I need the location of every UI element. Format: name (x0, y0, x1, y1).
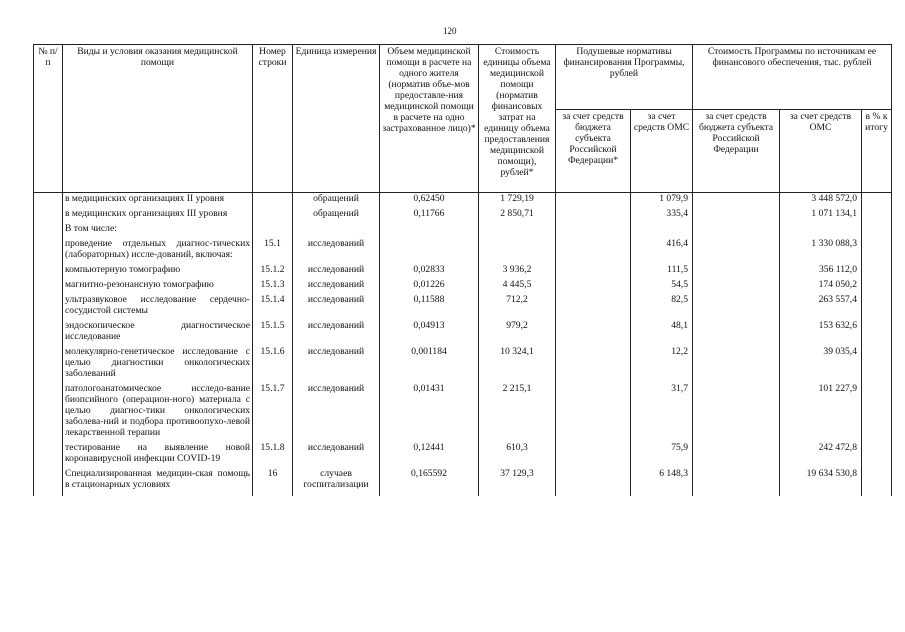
header-percap-oms: за счет средств ОМС (631, 110, 693, 193)
cell-unit: исследований (293, 320, 380, 346)
cell-percap-budget (556, 208, 631, 223)
cell-cost: 4 445,5 (479, 279, 556, 294)
cell-unit: случаев госпитализации (293, 468, 380, 496)
cell-volume: 0,01226 (380, 279, 479, 294)
cell-percap-oms: 31,7 (631, 383, 693, 442)
table-row (34, 208, 892, 223)
cell-desc: В том числе: (63, 223, 253, 238)
cell-percap-oms: 1 079,9 (631, 193, 693, 209)
cell-prog-oms: 1 330 088,3 (780, 238, 862, 264)
cell-cost: 979,2 (479, 320, 556, 346)
cell-unit: исследований (293, 442, 380, 468)
cell-percap-budget (556, 238, 631, 264)
cell-prog-pct (862, 320, 892, 346)
cell-volume: 0,01431 (380, 383, 479, 442)
cell-prog-oms: 242 472,8 (780, 442, 862, 468)
cell-percap-oms: 111,5 (631, 264, 693, 279)
cell-volume (380, 223, 479, 238)
table-row (34, 320, 892, 346)
cell-prog-pct (862, 383, 892, 442)
cell-num (34, 264, 63, 279)
cell-cost: 3 936,2 (479, 264, 556, 279)
cell-percap-budget (556, 193, 631, 209)
cell-volume (380, 238, 479, 264)
cell-unit: исследований (293, 279, 380, 294)
cell-percap-budget (556, 294, 631, 320)
cell-desc: проведение отдельных диагнос-тических (лабораторных) иссле-дований, включая: (63, 238, 253, 264)
cell-percap-budget (556, 468, 631, 496)
cell-code: 15.1.8 (253, 442, 293, 468)
cell-cost: 37 129,3 (479, 468, 556, 496)
cell-prog-budget (693, 442, 780, 468)
table-row (34, 264, 892, 279)
cell-percap-budget (556, 383, 631, 442)
cell-volume: 0,001184 (380, 346, 479, 383)
cell-percap-budget (556, 264, 631, 279)
cell-cost: 610,3 (479, 442, 556, 468)
cell-num (34, 193, 63, 209)
cell-prog-budget (693, 238, 780, 264)
cell-code: 15.1.3 (253, 279, 293, 294)
header-prog-oms: за счет средств ОМС (780, 110, 862, 193)
cell-desc: патологоанатомическое исследо-вание биопсийного (операцион-ного) материала с целью диагнос-тики онкологических заболева-ний и подбора противоопухо-левой лекарственной терапии (63, 383, 253, 442)
cell-desc: компьютерную томографию (63, 264, 253, 279)
cell-prog-oms: 39 035,4 (780, 346, 862, 383)
cell-prog-pct (862, 279, 892, 294)
cell-cost: 1 729,19 (479, 193, 556, 209)
cell-prog-oms: 263 557,4 (780, 294, 862, 320)
cell-volume: 0,11766 (380, 208, 479, 223)
cell-num (34, 223, 63, 238)
cell-prog-pct (862, 468, 892, 496)
cell-desc: Специализированная медицин-ская помощь в стационарных условиях (63, 468, 253, 496)
cell-percap-oms: 12,2 (631, 346, 693, 383)
cell-prog-budget (693, 279, 780, 294)
cell-percap-budget (556, 346, 631, 383)
cell-num (34, 442, 63, 468)
cell-num (34, 346, 63, 383)
header-percap-group: Подушевые нормативы финансирования Программы, рублей (556, 45, 693, 110)
cell-prog-budget (693, 468, 780, 496)
header-volume: Объем медицинской помощи в расчете на одного жителя (норматив объе-мов предоставле-ния медицинской помощи в расчете на одно застрахованное лицо)* (380, 45, 479, 193)
cell-prog-oms: 153 632,6 (780, 320, 862, 346)
cell-prog-oms: 101 227,9 (780, 383, 862, 442)
cell-prog-budget (693, 264, 780, 279)
cell-prog-pct (862, 238, 892, 264)
header-prog-budget: за счет средств бюджета субъекта Российской Федерации (693, 110, 780, 193)
cell-volume: 0,11588 (380, 294, 479, 320)
cell-cost: 10 324,1 (479, 346, 556, 383)
cell-cost: 712,2 (479, 294, 556, 320)
cell-prog-oms (780, 223, 862, 238)
cell-prog-oms: 19 634 530,8 (780, 468, 862, 496)
cell-num (34, 294, 63, 320)
header-row-no: Номер строки (253, 45, 293, 193)
cell-code: 15.1.2 (253, 264, 293, 279)
header-unit: Единица измерения (293, 45, 380, 193)
cell-unit: исследований (293, 264, 380, 279)
cell-prog-budget (693, 346, 780, 383)
cell-desc: эндоскопическое диагностическое исследование (63, 320, 253, 346)
cell-prog-pct (862, 208, 892, 223)
cell-prog-oms: 356 112,0 (780, 264, 862, 279)
cell-desc: магнитно-резонансную томографию (63, 279, 253, 294)
cell-volume: 0,12441 (380, 442, 479, 468)
cell-percap-budget (556, 279, 631, 294)
cell-prog-pct (862, 264, 892, 279)
cell-percap-budget (556, 223, 631, 238)
cell-prog-pct (862, 223, 892, 238)
cell-prog-budget (693, 383, 780, 442)
table-row (34, 279, 892, 294)
cell-prog-pct (862, 442, 892, 468)
cell-code: 15.1.5 (253, 320, 293, 346)
cell-percap-oms: 54,5 (631, 279, 693, 294)
table-row (34, 193, 892, 209)
cell-num (34, 279, 63, 294)
table-row (34, 346, 892, 383)
cell-desc: в медицинских организациях II уровня (63, 193, 253, 209)
cell-prog-budget (693, 294, 780, 320)
table-row (34, 223, 892, 238)
cell-percap-oms: 75,9 (631, 442, 693, 468)
cell-prog-oms: 174 050,2 (780, 279, 862, 294)
table-row (34, 442, 892, 468)
cell-cost: 2 850,71 (479, 208, 556, 223)
cell-desc: тестирование на выявление новой коронавирусной инфекции COVID-19 (63, 442, 253, 468)
header-program-group: Стоимость Программы по источникам ее финансового обеспечения, тыс. рублей (693, 45, 892, 110)
cell-code (253, 193, 293, 209)
header-cost: Стоимость единицы объема медицинской помощи (норматив финансовых затрат на единицу объема предоставления медицинской помощи), рублей* (479, 45, 556, 193)
cell-code: 15.1.6 (253, 346, 293, 383)
table-row (34, 294, 892, 320)
cell-code (253, 223, 293, 238)
cell-cost (479, 238, 556, 264)
cell-unit: исследований (293, 238, 380, 264)
table-row (34, 238, 892, 264)
table-row (34, 383, 892, 442)
header-kind: Виды и условия оказания медицинской помощи (63, 45, 253, 193)
cell-prog-budget (693, 193, 780, 209)
cell-unit (293, 223, 380, 238)
cell-num (34, 383, 63, 442)
table-row (34, 468, 892, 496)
cell-code: 15.1.4 (253, 294, 293, 320)
cell-prog-oms: 1 071 134,1 (780, 208, 862, 223)
cell-unit: обращений (293, 208, 380, 223)
header-prog-pct: в % к итогу (862, 110, 892, 193)
cell-percap-oms: 335,4 (631, 208, 693, 223)
cell-prog-pct (862, 294, 892, 320)
cell-percap-oms: 6 148,3 (631, 468, 693, 496)
header-percap-budget: за счет средств бюджета субъекта Российской Федерации* (556, 110, 631, 193)
cell-prog-budget (693, 320, 780, 346)
cell-volume: 0,62450 (380, 193, 479, 209)
cell-prog-budget (693, 223, 780, 238)
cell-volume: 0,02833 (380, 264, 479, 279)
cell-code (253, 208, 293, 223)
cell-percap-budget (556, 320, 631, 346)
cell-desc: в медицинских организациях III уровня (63, 208, 253, 223)
table-body (34, 193, 892, 497)
financing-table (33, 44, 892, 496)
cell-prog-pct (862, 346, 892, 383)
cell-prog-oms: 3 448 572,0 (780, 193, 862, 209)
cell-cost (479, 223, 556, 238)
cell-prog-budget (693, 208, 780, 223)
header-num: № п/п (34, 45, 63, 193)
cell-desc: ультразвуковое исследование сердечно-сосудистой системы (63, 294, 253, 320)
cell-percap-budget (556, 442, 631, 468)
cell-volume: 0,04913 (380, 320, 479, 346)
cell-percap-oms: 416,4 (631, 238, 693, 264)
cell-cost: 2 215,1 (479, 383, 556, 442)
cell-code: 15.1 (253, 238, 293, 264)
page-number: 120 (443, 26, 457, 36)
cell-num (34, 468, 63, 496)
cell-desc: молекулярно-генетическое исследование с целью диагностики онкологических заболеваний (63, 346, 253, 383)
table-header (34, 45, 892, 193)
cell-unit: исследований (293, 346, 380, 383)
cell-code: 15.1.7 (253, 383, 293, 442)
cell-unit: обращений (293, 193, 380, 209)
cell-percap-oms (631, 223, 693, 238)
cell-prog-pct (862, 193, 892, 209)
cell-num (34, 208, 63, 223)
cell-num (34, 320, 63, 346)
cell-percap-oms: 82,5 (631, 294, 693, 320)
cell-unit: исследований (293, 383, 380, 442)
cell-code: 16 (253, 468, 293, 496)
cell-percap-oms: 48,1 (631, 320, 693, 346)
cell-volume: 0,165592 (380, 468, 479, 496)
cell-unit: исследований (293, 294, 380, 320)
cell-num (34, 238, 63, 264)
